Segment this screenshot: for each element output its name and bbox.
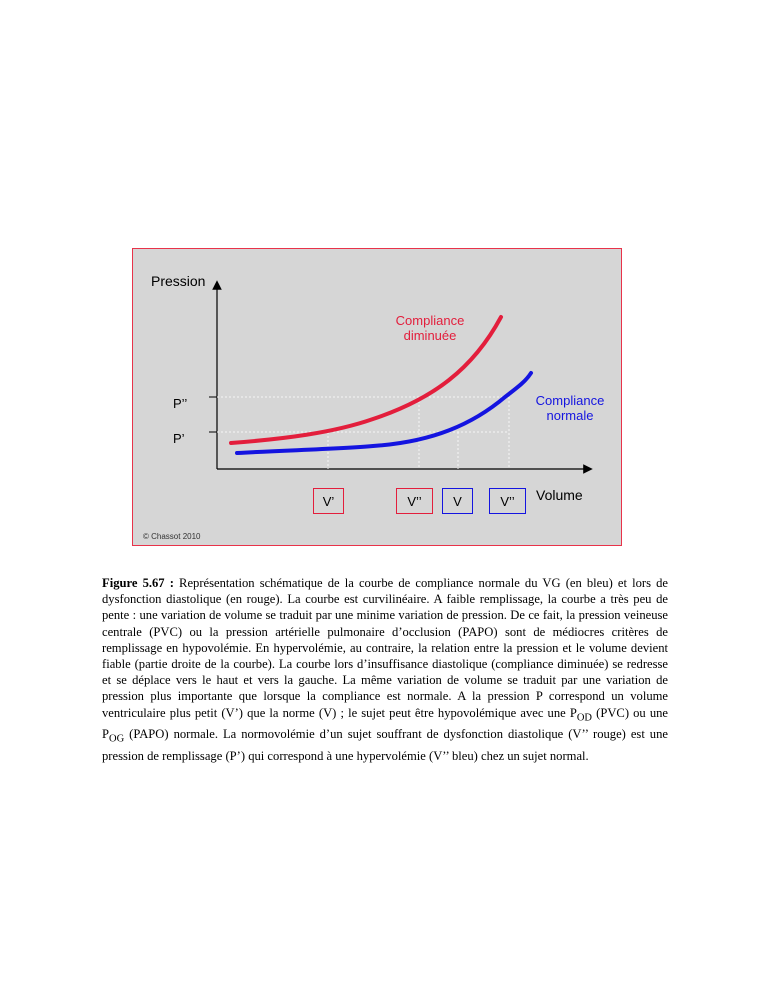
caption-sub-od: OD <box>576 712 593 724</box>
caption-text-2: (PVC) ou une P <box>102 705 668 742</box>
normal-compliance-label-line1: Compliance <box>535 393 605 408</box>
reduced-compliance-label-line2: diminuée <box>403 328 457 343</box>
figure-caption <box>102 575 668 764</box>
v-double-red-box: V’’ <box>396 488 433 514</box>
v-box: V <box>442 488 473 514</box>
x-axis-label: Volume <box>536 487 583 503</box>
caption-title: Figure 5.67 : <box>102 576 174 590</box>
caption-text-1: Représentation schématique de la courbe de compliance normale du VG (en bleu) et lors de dysfonction diastolique (en rouge). La courbe est curvilinéaire. A faible remplissage, la courbe a très peu de pente : une variation de volume se traduit par une minime variation de pression. De ce fait, la pression veineuse centrale (PVC) ou la pression artérielle pulmonaire d’occlusion (PAPO) sont de médiocres critères de remplissage en hypovolémie. En hypervolémie, au contraire, la relation entre la pression et le volume devient fiable (partie droite de la courbe). La courbe lors d’insuffisance diastolique (compliance diminuée) se redresse et se déplace vers le haut et vers la gauche. La même variation de volume se traduit par une variation de pression plus importante que lorsque la compliance est normale. A la pression P correspond un volume ventriculaire plus petit (V’) que la norme (V) ; le sujet peut être hypovolémique avec une P <box>102 576 668 720</box>
normal-compliance-label <box>525 393 615 423</box>
v-double-blue-box: V’’ <box>489 488 526 514</box>
y-axis-label: Pression <box>151 273 206 289</box>
caption-sub-og: OG <box>109 733 125 745</box>
normal-compliance-label-line2: normale <box>546 408 594 423</box>
copyright-notice: © Chassot 2010 <box>143 532 201 541</box>
reduced-compliance-label-line1: Compliance <box>395 313 465 328</box>
v-prime-box: V’ <box>313 488 344 514</box>
reduced-compliance-label <box>385 313 475 343</box>
p-double-label: P’’ <box>173 396 188 411</box>
compliance-figure <box>132 248 622 546</box>
caption-text-3: (PAPO) normale. La normovolémie d’un sujet souffrant de dysfonction diastolique (V’’ rouge) est une pression de remplissage (P’) qui correspond à une hypervolémie (V’’ bleu) chez un sujet normal. <box>102 727 668 764</box>
p-single-label: P’ <box>173 431 185 446</box>
